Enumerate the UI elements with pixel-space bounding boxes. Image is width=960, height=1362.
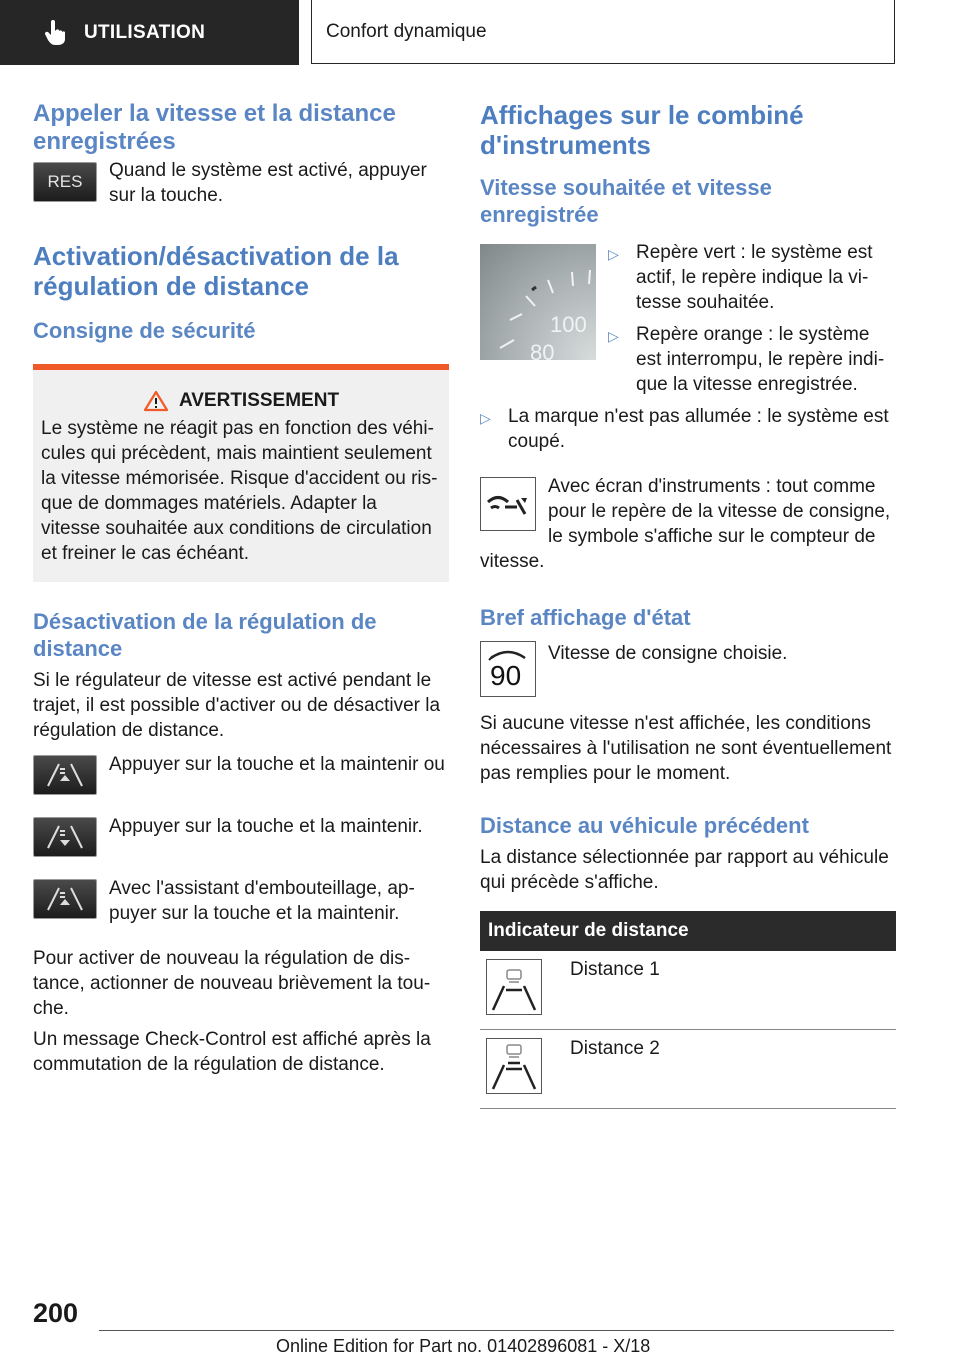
right-column [480,100,896,1109]
bullet-green [608,240,896,315]
bullet-orange [608,322,896,397]
instrument-screen-block [480,474,896,574]
edition-text: Online Edition for Part no. 01402896081 - X/18 [276,1336,651,1356]
set-speed-value: 90 [490,660,522,691]
bullet-orange-text: Repère orange : le système est interrompu, le repère indique la vitesse enregistrée. [636,324,885,395]
bullet-triangle-icon: ▷ [608,328,619,344]
warning-box [33,364,449,582]
table-row [480,1030,896,1109]
res-label: RES [47,172,83,191]
section-tab [0,0,299,65]
table-row [480,951,896,1030]
recall-text: Quand le système est activé, appuyer sur la touche. [109,160,427,206]
gauge-row [480,244,896,397]
heading-display: Affichages sur le combiné d'instruments [480,100,804,160]
speedometer-image [480,244,596,360]
res-button-icon [33,162,97,202]
bullet-green-text: Repère vert : le système est actif, le repère indique la vitesse souhaitée. [636,242,873,313]
res-row [33,162,449,208]
distance-intro: La distance sélectionnée par rapport au véhicule qui précède s'affiche. [480,847,889,893]
set-speed-icon [480,641,536,697]
chapter-box [311,0,895,64]
brief-block [480,641,896,697]
heading-safety: Consigne de sécurité [33,318,256,343]
warning-triangle-icon [143,390,169,412]
chapter-title: Confort dynamique [326,20,487,42]
section-title: UTILISATION [84,21,206,43]
gauge-bullets [608,240,896,397]
heading-brief: Bref affichage d'état [480,605,691,630]
distance-button-icon [33,755,97,795]
press-row-1 [33,755,449,795]
distance-1-icon [486,959,542,1015]
distance-2-label: Distance 2 [564,1030,896,1109]
page-number: 200 [33,1298,79,1328]
instrument-screen-text: Avec écran d'instruments : tout comme pour le repère de la vitesse de consigne, le symbole s'affiche sur le compteur de vitesse. [480,476,891,572]
press-row-2 [33,817,449,857]
checkcontrol-text: Un message Check-Control est affiché après la commutation de la régulation de distance. [33,1029,431,1075]
heading-recall: Appeler la vitesse et la distance enregistrées [33,100,396,155]
hand-pointer-icon [42,20,68,46]
distance-2-icon [486,1038,542,1094]
bullet-triangle-icon: ▷ [480,410,491,426]
lane-road-assist-icon [45,886,85,912]
bullet-off [480,404,896,454]
footer-divider [99,1330,894,1331]
bullet-off-text: La marque n'est pas allumée : le système est coupé. [508,406,889,452]
distance-table-header: Indicateur de distance [480,911,896,951]
gauge-label-80: 80 [530,340,555,360]
brief-text: Vitesse de consigne choisie. [548,643,788,664]
distance-control-symbol-icon [480,477,536,531]
no-speed-text: Si aucune vitesse n'est affichée, les conditions nécessaires à l'utilisation ne sont éventuellement pas remplies pour le moment. [480,713,892,784]
lane-road-icon [45,762,85,788]
lane-road-down-icon [45,824,85,850]
press-row-3 [33,879,449,926]
distance-1-label: Distance 1 [564,951,896,1030]
press-text-1: Appuyer sur la touche et la maintenir ou [109,754,445,775]
heading-speed: Vitesse souhaitée et vitesse enregistrée [480,175,772,227]
left-column [33,100,449,1077]
heading-deactivation: Désactivation de la régulation de distance [33,609,377,661]
press-text-3: Avec l'assistant d'embouteillage, appuyer sur la touche et la maintenir. [109,878,415,924]
heading-activation: Activation/désactivation de la régulation de distance [33,241,399,301]
warning-text: Le système ne réagit pas en fonction des véhicules qui précèdent, mais maintient seulement la vitesse mémorisée. Risque d'accident ou risque de dommages matériels. Adapter la vitesse souhaitée aux conditions de circulation et freiner le cas échéant. [41,418,438,564]
deactivation-intro: Si le régulateur de vitesse est activé pendant le trajet, il est possible d'activer ou de désactiver la régulation de distance. [33,670,441,741]
distance-table [480,911,896,1109]
warning-title-row [41,390,441,412]
reactivate-text: Pour activer de nouveau la régulation de distance, actionner de nouveau brièvement la touche. [33,948,431,1019]
gauge-label-100: 100 [550,312,587,337]
press-text-2: Appuyer sur la touche et la maintenir. [109,816,423,837]
bullet-triangle-icon: ▷ [608,246,619,262]
distance-button-icon-2 [33,817,97,857]
traffic-jam-button-icon [33,879,97,919]
warning-title: AVERTISSEMENT [178,390,340,411]
heading-distance: Distance au véhicule précédent [480,813,809,838]
